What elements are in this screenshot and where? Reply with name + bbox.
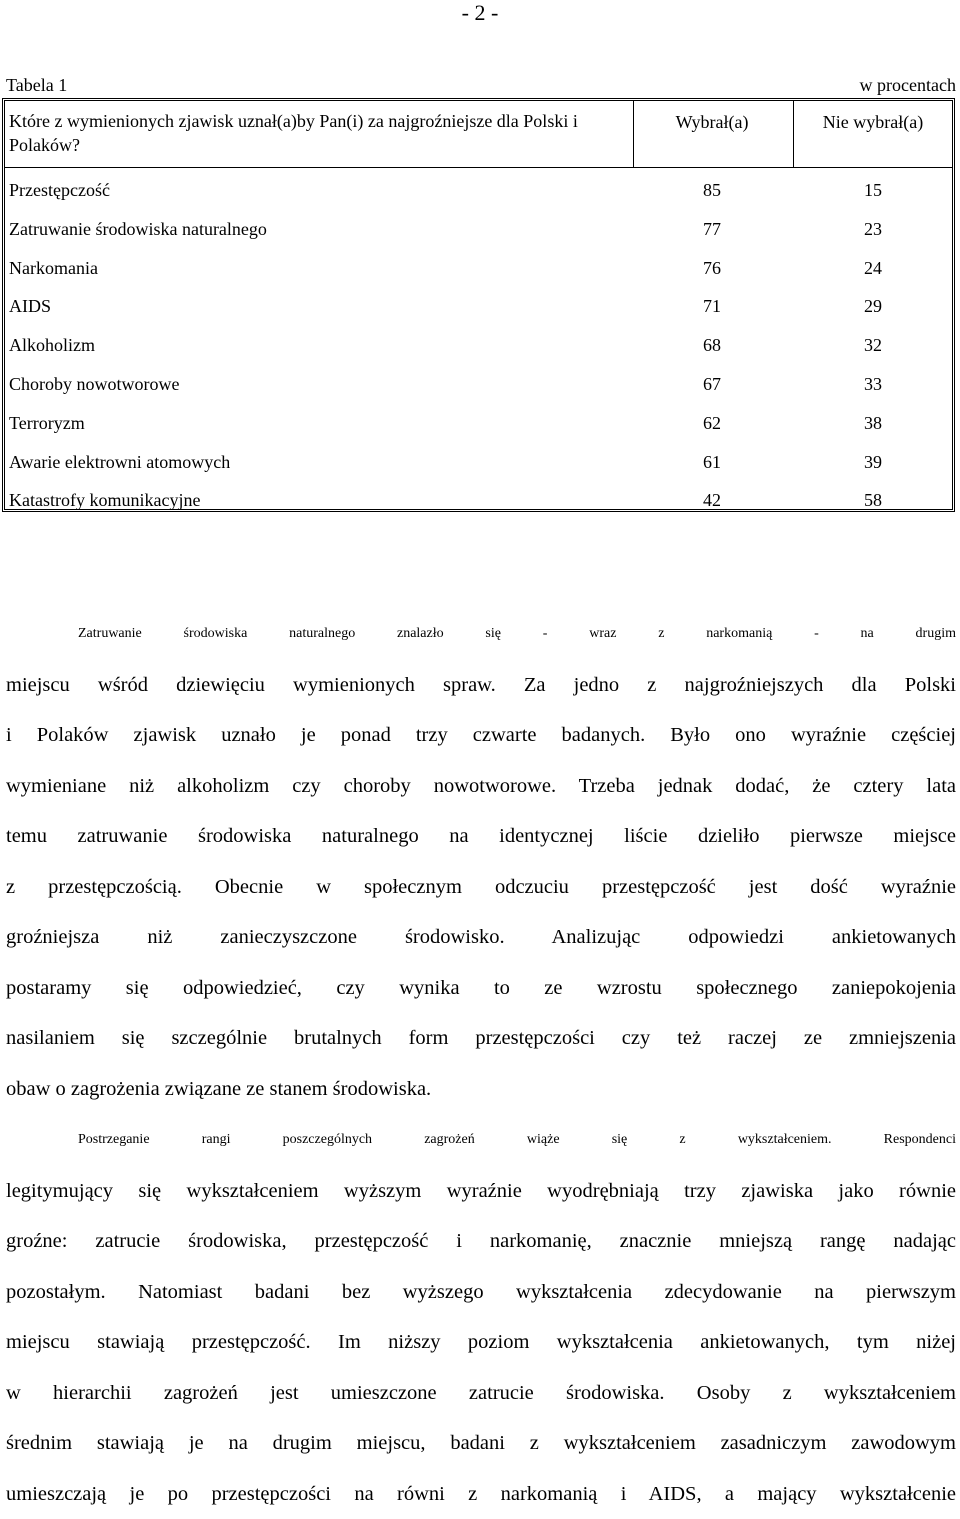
value-not-chose: 33 — [793, 365, 953, 404]
row-label: Choroby nowotworowe — [9, 365, 179, 404]
column-header-chose: Wybrał(a) — [633, 111, 791, 133]
paragraph-line: średnim stawiają je na drugim miejscu, badani z wykształceniem zasadniczym zawodowym — [6, 1418, 956, 1469]
value-chose: 67 — [633, 365, 791, 404]
paragraph-2 — [6, 1115, 956, 1519]
table-row — [5, 365, 952, 404]
paragraph-line: temu zatruwanie środowiska naturalnego na identycznej liście dzieliło pierwsze miejsce — [6, 811, 956, 862]
row-label: Terroryzm — [9, 404, 85, 443]
value-chose: 85 — [633, 171, 791, 210]
paragraph-1 — [6, 609, 956, 1114]
value-not-chose: 32 — [793, 326, 953, 365]
value-not-chose: 24 — [793, 249, 953, 288]
table-row — [5, 443, 952, 482]
value-chose: 61 — [633, 443, 791, 482]
value-not-chose: 38 — [793, 404, 953, 443]
table-header-row — [5, 101, 952, 168]
paragraph-line: wymieniane niż alkoholizm czy choroby nowotworowe. Trzeba jednak dodać, że cztery lata — [6, 761, 956, 812]
paragraph-line: groźne: zatrucie środowiska, przestępczość i narkomanię, znacznie mniejszą rangę nadając — [6, 1216, 956, 1267]
row-label: AIDS — [9, 287, 51, 326]
paragraph-line: postaramy się odpowiedzieć, czy wynika to ze wzrostu społecznego zaniepokojenia — [6, 963, 956, 1014]
paragraph-line: i Polaków zjawisk uznało je ponad trzy czwarte badanych. Było ono wyraźnie częściej — [6, 710, 956, 761]
paragraph-line: miejscu stawiają przestępczość. Im niższy poziom wykształcenia ankietowanych, tym niżej — [6, 1317, 956, 1368]
value-chose: 62 — [633, 404, 791, 443]
table-row — [5, 326, 952, 365]
table-row — [5, 210, 952, 249]
paragraph-line: w hierarchii zagrożeń jest umieszczone zatrucie środowiska. Osoby z wykształceniem — [6, 1368, 956, 1419]
value-chose: 42 — [633, 481, 791, 520]
row-label: Przestępczość — [9, 171, 110, 210]
results-table — [2, 98, 955, 512]
value-not-chose: 23 — [793, 210, 953, 249]
table-unit-label: w procentach — [860, 74, 956, 96]
paragraph-line: miejscu wśród dziewięciu wymienionych spraw. Za jedno z najgroźniejszych dla Polski — [6, 660, 956, 711]
paragraph-line: obaw o zagrożenia związane ze stanem środowiska. — [6, 1064, 956, 1115]
row-label: Awarie elektrowni atomowych — [9, 443, 230, 482]
paragraph-line: Postrzeganie rangi poszczególnych zagrożeń wiąże się z wykształceniem. Respondenci — [6, 1115, 956, 1166]
table-question: Które z wymienionych zjawisk uznał(a)by Pan(i) za najgroźniejsze dla Polski i Polaków? — [9, 109, 609, 157]
value-chose: 68 — [633, 326, 791, 365]
page-number: - 2 - — [0, 0, 960, 26]
value-chose: 76 — [633, 249, 791, 288]
paragraph-line: z przestępczością. Obecnie w społecznym odczuciu przestępczość jest dość wyraźnie — [6, 862, 956, 913]
row-label: Narkomania — [9, 249, 98, 288]
table-title: Tabela 1 — [6, 74, 67, 96]
table-row — [5, 404, 952, 443]
value-chose: 71 — [633, 287, 791, 326]
paragraph-line: nasilaniem się szczególnie brutalnych form przestępczości czy też raczej ze zmniejszenia — [6, 1013, 956, 1064]
table-row — [5, 171, 952, 210]
row-label: Katastrofy komunikacyjne — [9, 481, 200, 520]
value-not-chose: 39 — [793, 443, 953, 482]
row-label: Zatruwanie środowiska naturalnego — [9, 210, 267, 249]
table-row — [5, 287, 952, 326]
table-row — [5, 249, 952, 288]
column-header-not-chose: Nie wybrał(a) — [793, 111, 953, 133]
paragraph-line: Zatruwanie środowiska naturalnego znalazło się - wraz z narkomanią - na drugim — [6, 609, 956, 660]
paragraph-line: groźniejsza niż zanieczyszczone środowisko. Analizując odpowiedzi ankietowanych — [6, 912, 956, 963]
value-not-chose: 58 — [793, 481, 953, 520]
paragraph-line: legitymujący się wykształceniem wyższym wyraźnie wyodrębniają trzy zjawiska jako równie — [6, 1166, 956, 1217]
table-row — [5, 481, 952, 520]
row-label: Alkoholizm — [9, 326, 95, 365]
paragraph-line: pozostałym. Natomiast badani bez wyższego wykształcenia zdecydowanie na pierwszym — [6, 1267, 956, 1318]
value-chose: 77 — [633, 210, 791, 249]
value-not-chose: 29 — [793, 287, 953, 326]
value-not-chose: 15 — [793, 171, 953, 210]
paragraph-line: umieszczają je po przestępczości na równi z narkomanią i AIDS, a mający wykształcenie — [6, 1469, 956, 1519]
